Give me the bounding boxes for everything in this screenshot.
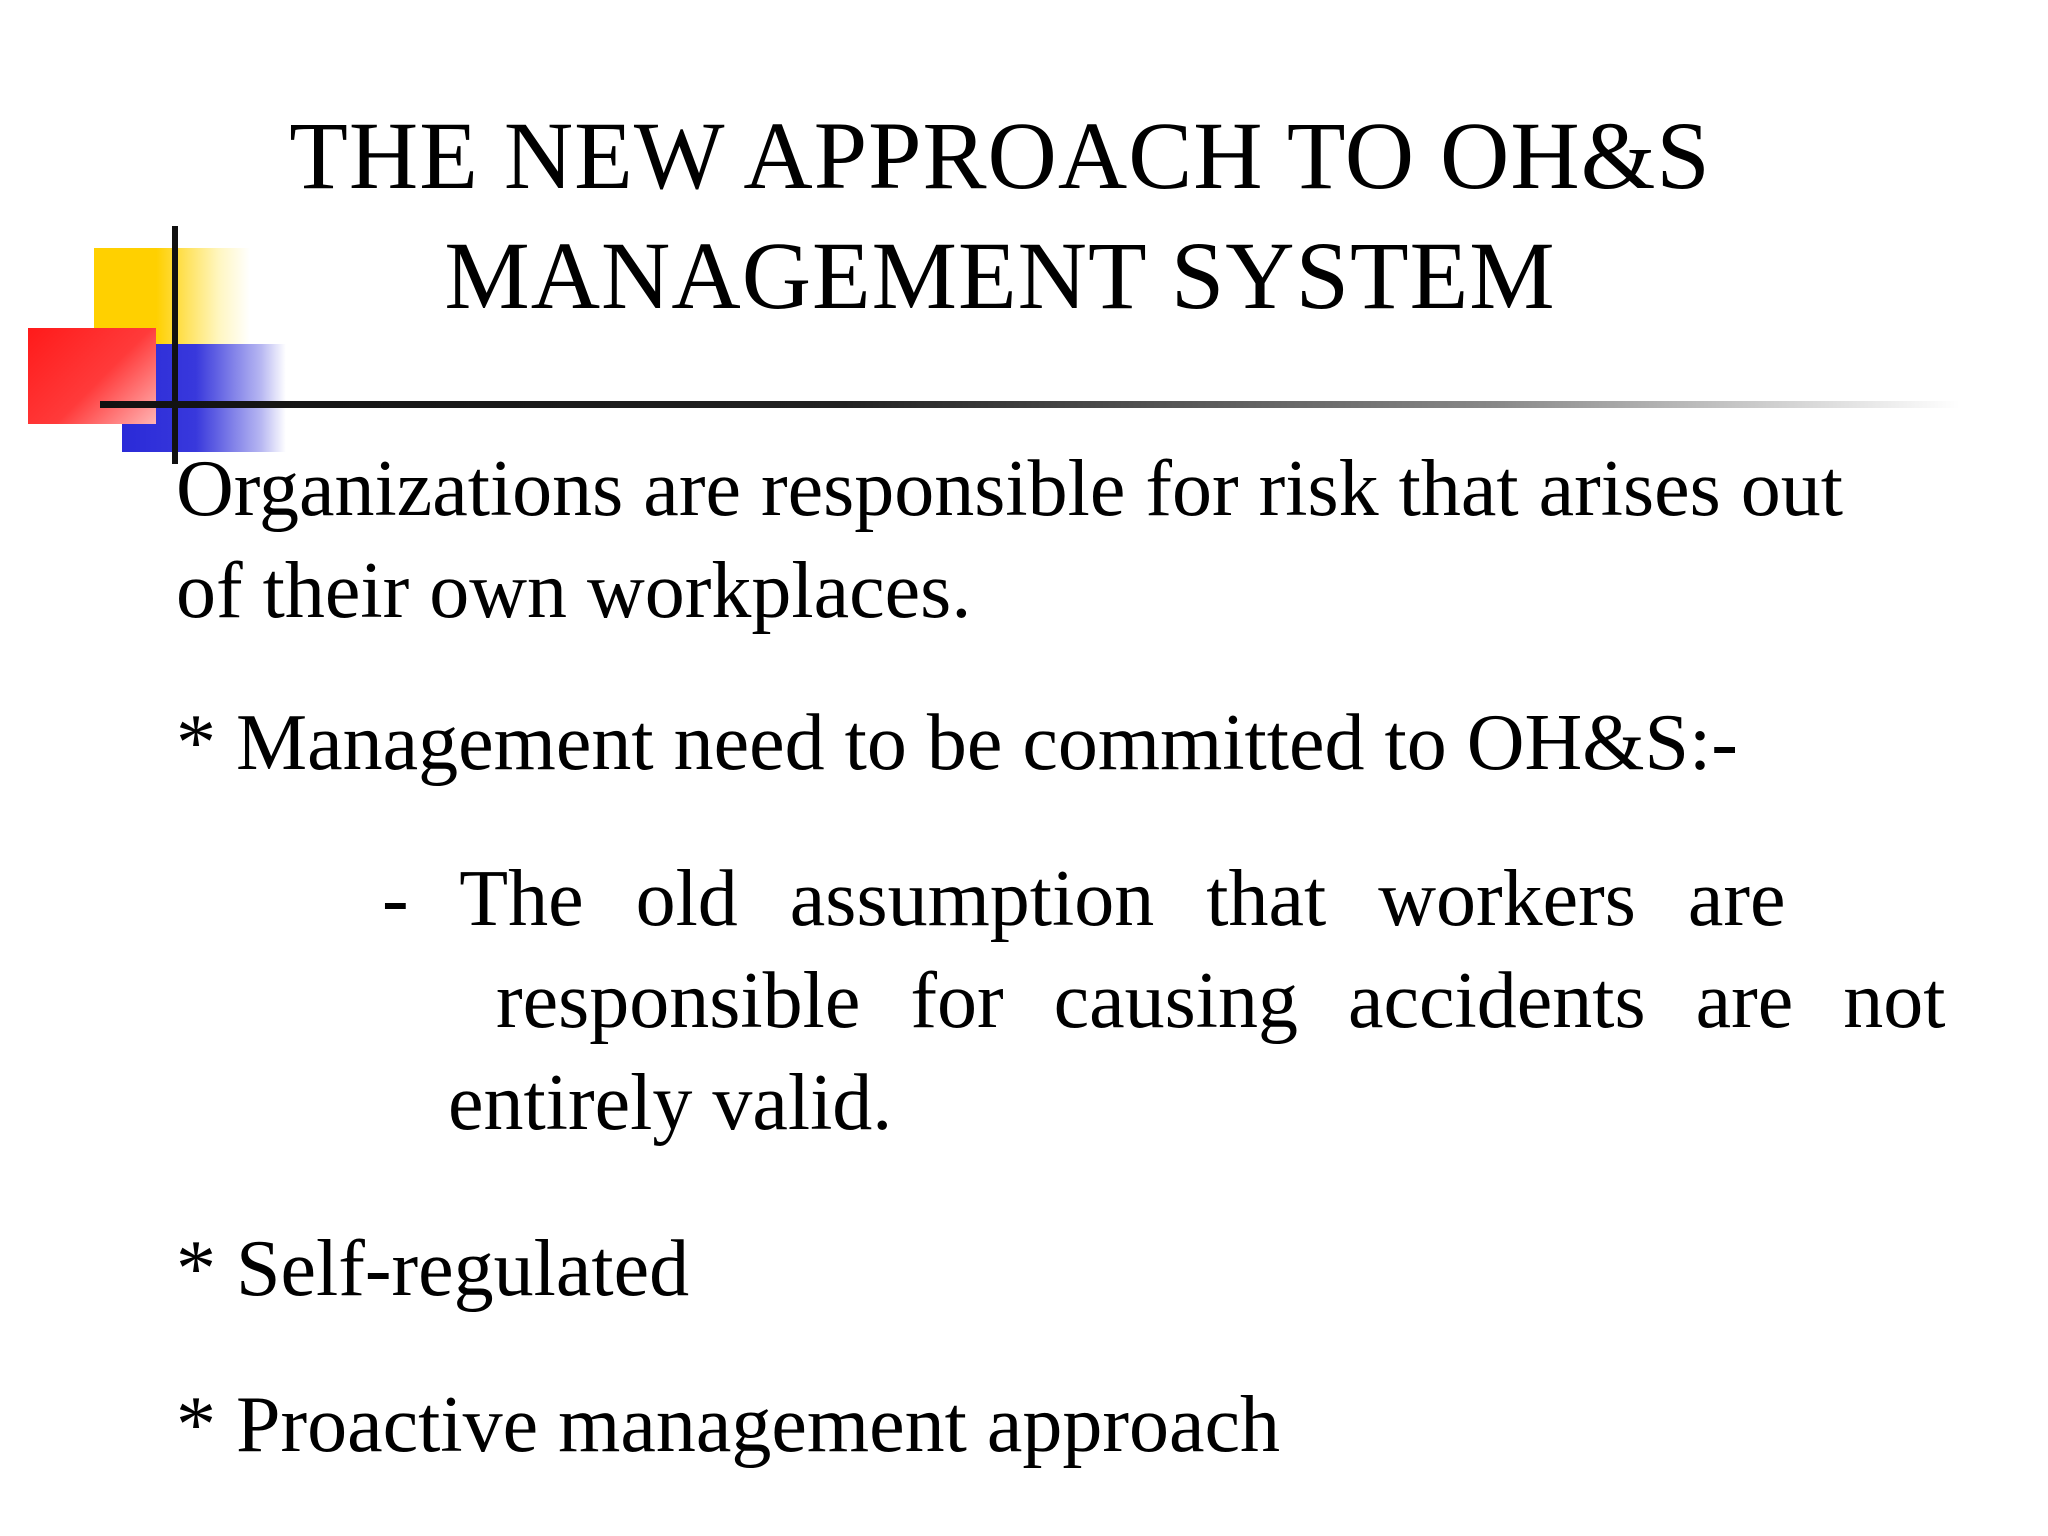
sub-point-line-3: entirely valid. — [448, 1059, 893, 1147]
sub-point-line-2: responsible for causing accidents are not — [496, 957, 1946, 1045]
bullet-self-regulated: * Self-regulated — [176, 1225, 690, 1313]
title-line-1: THE NEW APPROACH TO OH&S — [289, 102, 1711, 209]
red-square-decoration — [28, 328, 156, 424]
intro-paragraph — [176, 438, 1843, 642]
intro-line-2: of their own workplaces. — [176, 547, 972, 635]
sub-point-line-1: - The old assumption that workers are — [382, 855, 1786, 943]
bullet-management: * Management need to be committed to OH&S:- — [176, 699, 1738, 787]
horizontal-rule — [100, 401, 1960, 408]
intro-line-1: Organizations are responsible for risk that arises out — [176, 445, 1843, 533]
vertical-rule — [172, 226, 178, 464]
title-line-2: MANAGEMENT SYSTEM — [444, 222, 1556, 329]
bullet-proactive: * Proactive management approach — [176, 1381, 1280, 1469]
slide-title — [230, 96, 1770, 336]
